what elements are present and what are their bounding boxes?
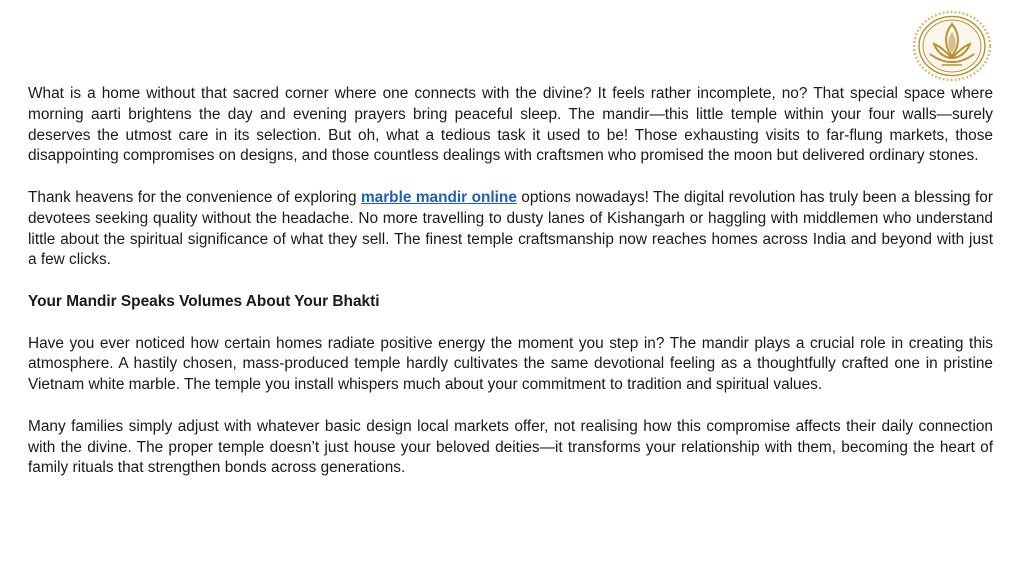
intro-paragraph: What is a home without that sacred corner where one connects with the divine? It feels rather incomplete, no? That special space where morning aarti brightens the day and evening prayers bring peaceful sleep. The mandir—this little temple within your four walls—surely deserves the utmost care in its selection. But oh, what a tedious task it used to be! Those exhausting visits to far-flung markets, those disappointing compromises on designs, and those countless dealings with craftsmen who promised the moon but delivered ordinary stones. [28,85,993,165]
paragraph-text-after-link: options nowadays! The digital revolution has truly been a blessing for devotees seeking quality without the headache. No more travelling to dusty lanes of Kishangarh or haggling with middlemen who understand little about the spiritual significance of what they sell. The finest temple craftsmanship now reaches homes across India and beyond with just a few clicks. [28,188,993,269]
paragraph-text-before-link: Thank heavens for the convenience of exploring [28,188,361,206]
positive-energy-paragraph: Have you ever noticed how certain homes radiate positive energy the moment you step in? The mandir plays a crucial role in creating this atmosphere. A hastily chosen, mass-produced temple hardly cultivates the same devotional feeling as a thoughtfully crafted one in pristine Vietnam white marble. The temple you install whispers much about your commitment to tradition and spiritual values. [28,334,993,394]
families-paragraph: Many families simply adjust with whatever basic design local markets offer, not realising how this compromise affects their daily connection with the divine. The proper temple doesn’t just house your beloved deities—it transforms your relationship with them, becoming the heart of family rituals that strengthen bonds across generations. [28,417,993,477]
marble-mandir-online-link[interactable]: marble mandir online [360,188,517,206]
article-body [28,84,993,500]
brand-logo [912,10,992,82]
lotus-emblem-icon [912,10,992,82]
online-shopping-paragraph [28,188,993,271]
section-heading: Your Mandir Speaks Volumes About Your Bhakti [28,292,380,310]
